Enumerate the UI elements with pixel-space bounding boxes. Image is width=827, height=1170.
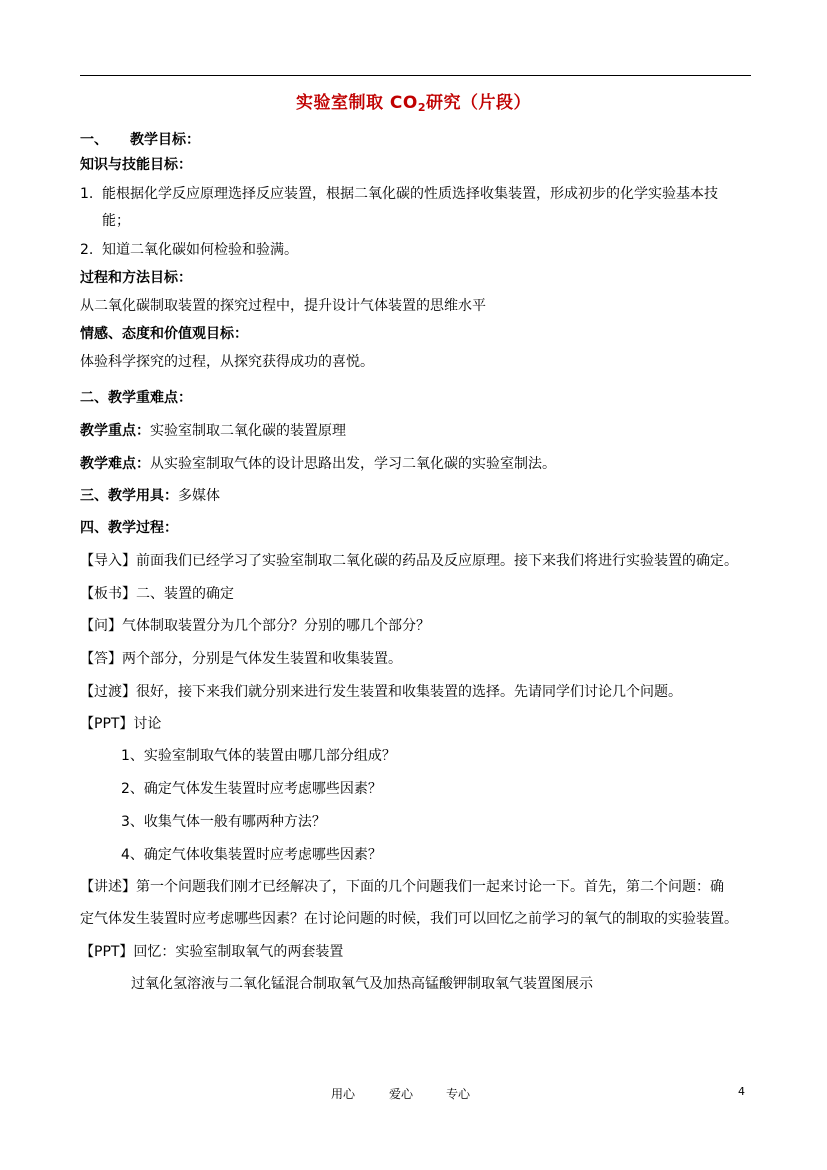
document-title xyxy=(0,88,827,114)
process-goal-text: 从二氧化碳制取装置的探究过程中，提升设计气体装置的思维水平 xyxy=(80,298,486,314)
page-number: 4 xyxy=(738,1085,745,1098)
emotion-goal-text: 体验科学探究的过程，从探究获得成功的喜悦。 xyxy=(80,354,374,370)
knowledge-item-1-cont: 能； xyxy=(102,213,130,229)
knowledge-item-2-text: 知道二氧化碳如何检验和验满。 xyxy=(102,242,298,258)
intro-paragraph: 【导入】前面我们已经学习了实验室制取二氧化碳的药品及反应原理。接下来我们将进行实验装置的确定。 xyxy=(80,553,738,569)
title-subscript: 2 xyxy=(417,101,426,114)
teaching-tools-label: 三、教学用具： xyxy=(80,488,178,504)
footer-word-3: 专心 xyxy=(446,1087,471,1101)
difficult-point-text: 从实验室制取气体的设计思路出发，学习二氧化碳的实验室制法。 xyxy=(150,456,556,472)
answer-paragraph: 【答】两个部分，分别是气体发生装置和收集装置。 xyxy=(80,651,402,667)
header-rule xyxy=(80,75,751,76)
goals-heading-text: 教学目标： xyxy=(130,132,200,148)
knowledge-item-1 xyxy=(80,184,718,204)
footer-word-2: 爱心 xyxy=(389,1087,414,1101)
teaching-tools-text: 多媒体 xyxy=(178,488,220,504)
discussion-question-4: 4、确定气体收集装置时应考虑哪些因素？ xyxy=(121,847,382,863)
footer-word-1: 用心 xyxy=(331,1087,356,1101)
emotion-goal-heading: 情感、态度和价值观目标： xyxy=(80,326,248,342)
goals-heading-num: 一、 xyxy=(80,132,108,148)
key-point-text: 实验室制取二氧化碳的装置原理 xyxy=(150,423,346,439)
process-heading: 四、教学过程： xyxy=(80,520,178,536)
transition-paragraph: 【过渡】很好，接下来我们就分别来进行发生装置和收集装置的选择。先请同学们讨论几个问题。 xyxy=(80,684,682,700)
teaching-tools xyxy=(80,486,220,506)
focus-heading: 二、教学重难点： xyxy=(80,390,192,406)
knowledge-item-2-num: 2. xyxy=(80,242,94,258)
key-point xyxy=(80,421,346,441)
discussion-question-1: 1、实验室制取气体的装置由哪几部分组成？ xyxy=(121,748,396,764)
knowledge-item-1-text: 能根据化学反应原理选择反应装置，根据二氧化碳的性质选择收集装置，形成初步的化学实验基本技 xyxy=(102,186,718,202)
goals-heading xyxy=(80,130,200,150)
ppt-discussion-label: 【PPT】讨论 xyxy=(80,716,162,732)
knowledge-item-2 xyxy=(80,240,298,260)
difficult-point-label: 教学难点： xyxy=(80,456,150,472)
knowledge-heading: 知识与技能目标： xyxy=(80,157,192,173)
knowledge-item-1-num: 1. xyxy=(80,186,94,202)
board-paragraph: 【板书】二、装置的确定 xyxy=(80,586,234,602)
key-point-label: 教学重点： xyxy=(80,423,150,439)
lecture-paragraph-line-2: 定气体发生装置时应考虑哪些因素？在讨论问题的时候，我们可以回忆之前学习的氧气的制取的实验装置。 xyxy=(80,911,738,927)
discussion-question-3: 3、收集气体一般有哪两种方法？ xyxy=(121,814,326,830)
title-tail: 研究（片段） xyxy=(426,93,531,113)
process-goal-heading: 过程和方法目标： xyxy=(80,270,192,286)
title-main: 实验室制取 CO xyxy=(295,93,418,113)
difficult-point xyxy=(80,454,556,474)
lecture-paragraph-line-1: 【讲述】第一个问题我们刚才已经解决了，下面的几个问题我们一起来讨论一下。首先，第二个问题：确 xyxy=(80,879,724,895)
ppt-recall-paragraph: 【PPT】回忆：实验室制取氧气的两套装置 xyxy=(80,944,344,960)
device-display-paragraph: 过氧化氢溶液与二氧化锰混合制取氧气及加热高锰酸钾制取氧气装置图展示 xyxy=(131,976,593,992)
question-paragraph: 【问】气体制取装置分为几个部分？分别的哪几个部分？ xyxy=(80,618,430,634)
discussion-question-2: 2、确定气体发生装置时应考虑哪些因素？ xyxy=(121,781,382,797)
